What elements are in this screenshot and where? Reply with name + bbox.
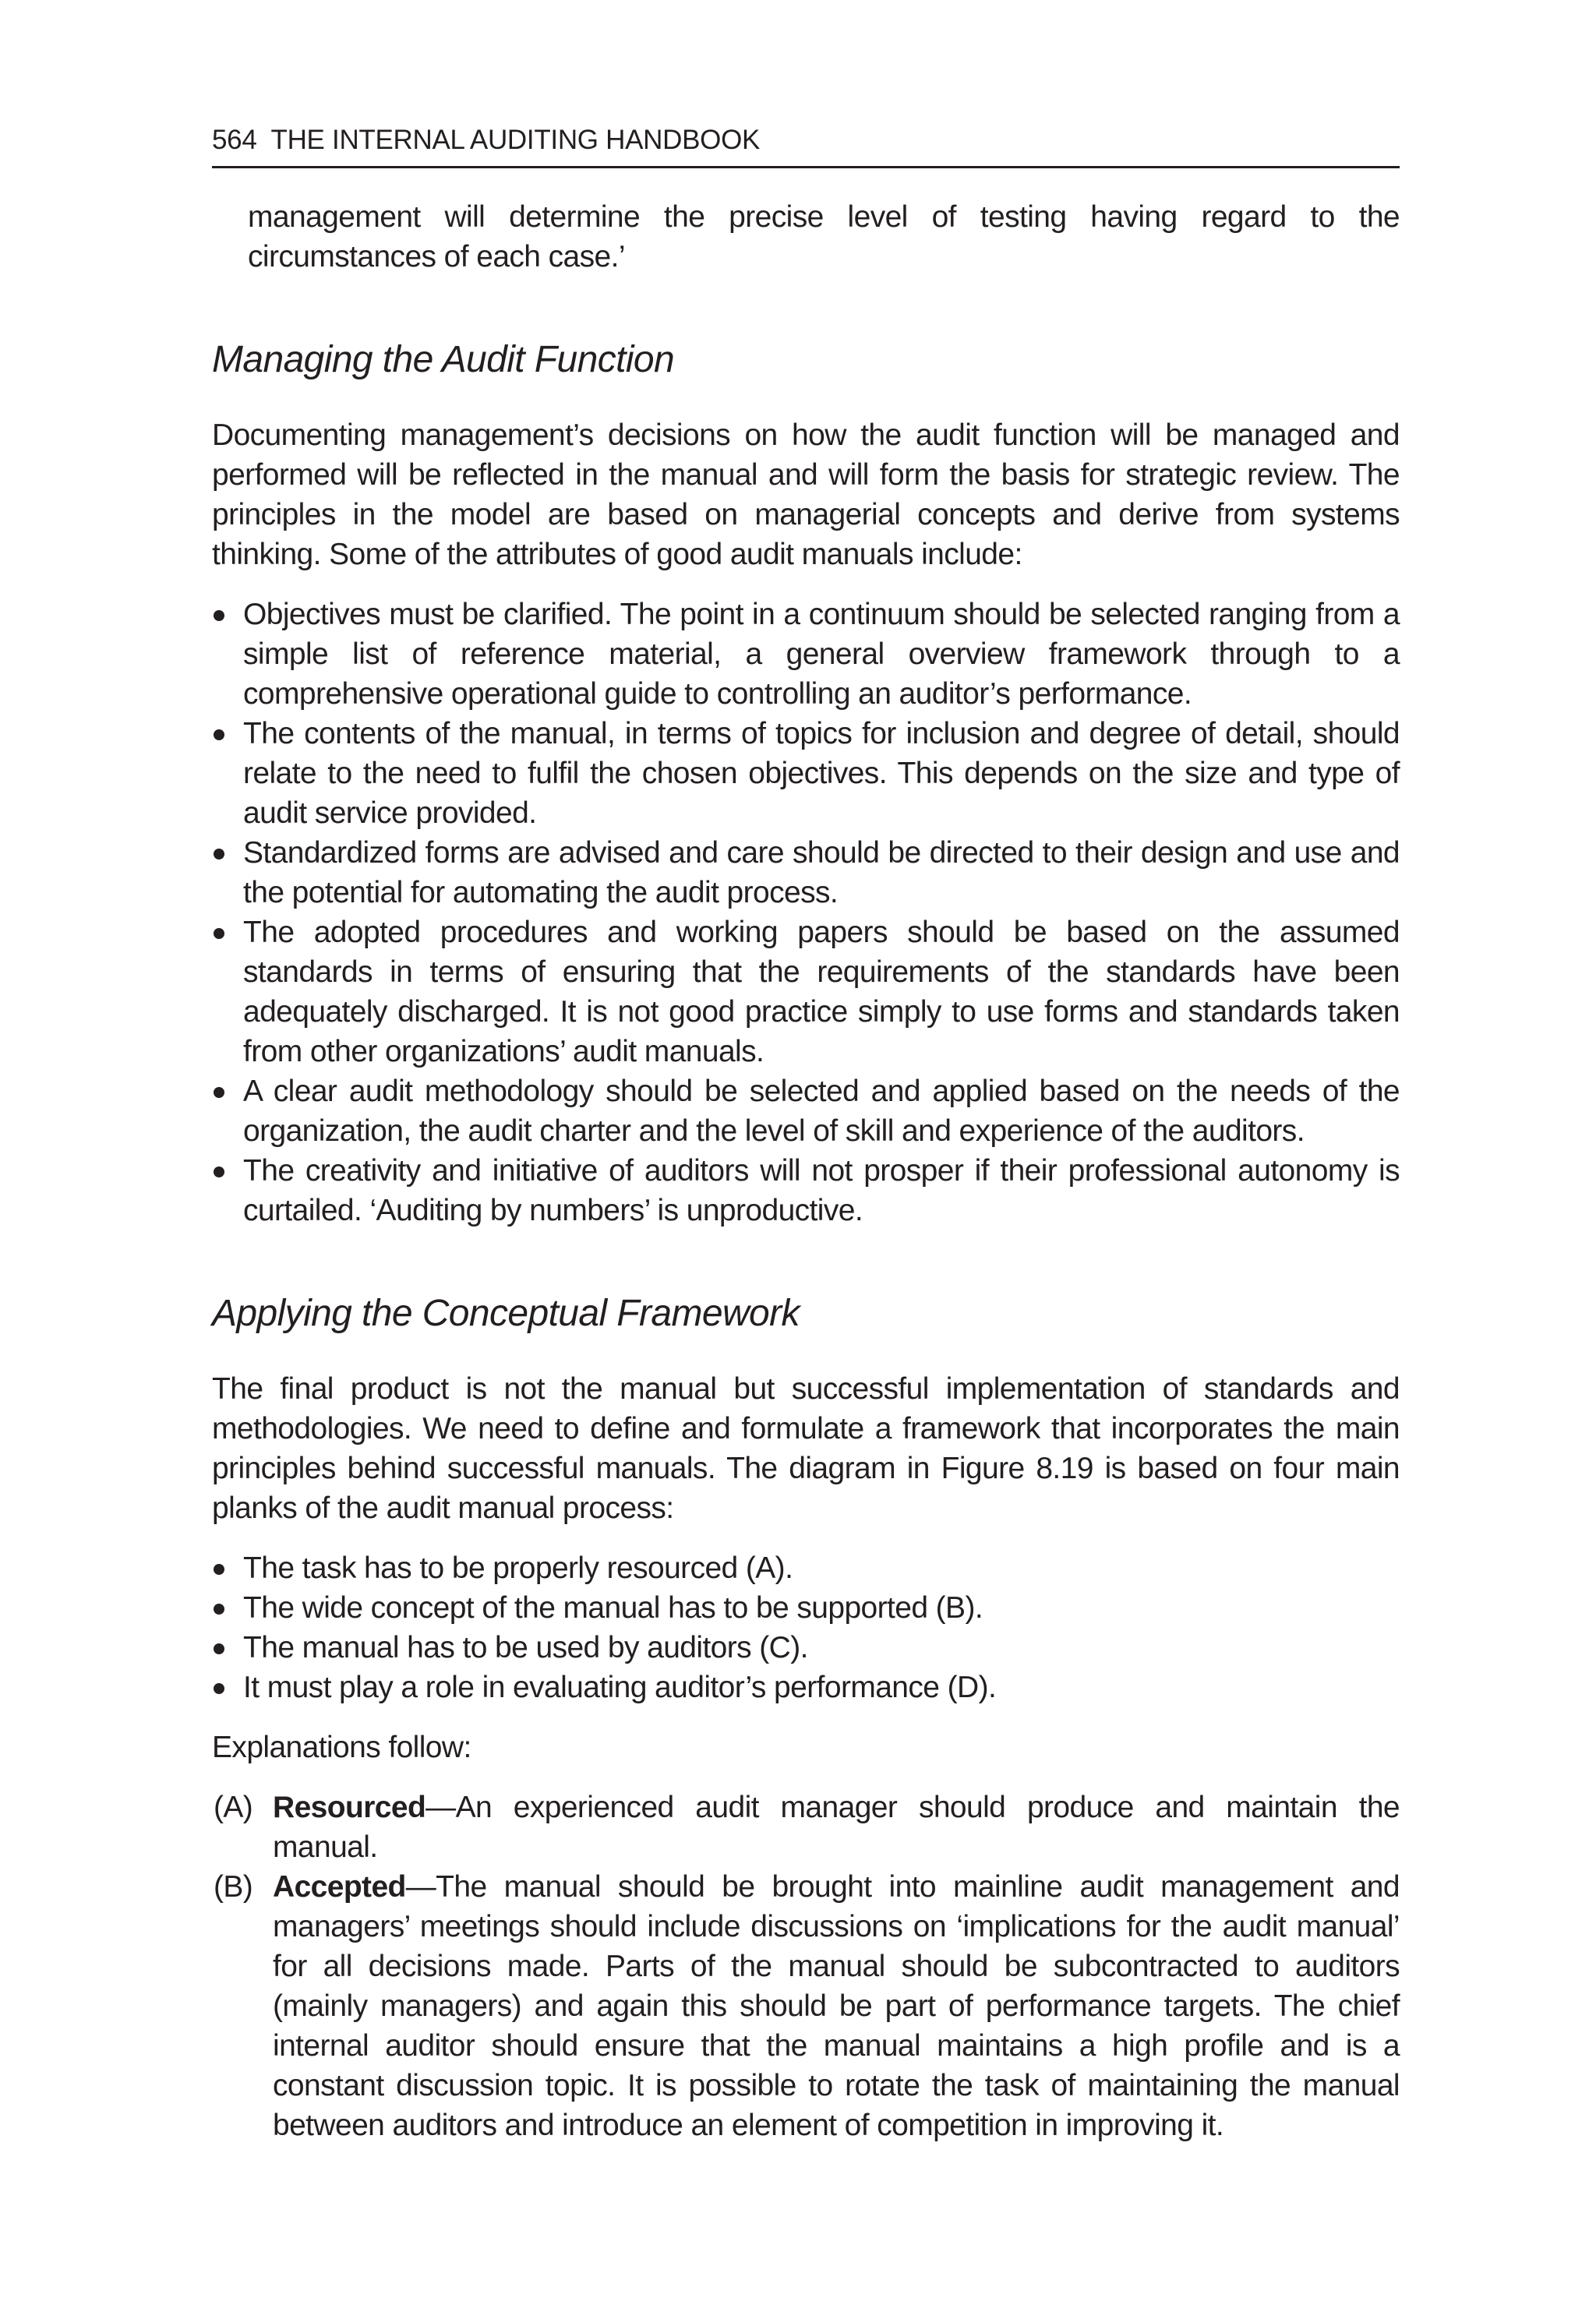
section2-paragraph: The final product is not the manual but successful implementation of standards and methodologies. We need to define and formulate a framework that incorporates the main principles behind successful manuals. The diagram in Figure 8.19 is based on four main planks of the audit manual process: <box>212 1372 1400 1525</box>
quote-continuation: management will determine the precise level of testing having regard to the circumstances of each case.’ <box>248 200 1400 274</box>
item-term: Resourced <box>273 1791 426 1824</box>
page-number: 564 <box>212 125 257 155</box>
bullet-icon <box>214 1643 224 1654</box>
explanation-item <box>212 1788 1400 1867</box>
bullet-icon <box>214 1167 224 1177</box>
list-item: The wide concept of the manual has to be supported (B). <box>212 1588 1400 1628</box>
item-text: —The manual should be brought into mainline audit management and managers’ meetings should include discussions on ‘implications for the audit manual’ for all decisions made. Parts of the manual should be subcontracted to auditors (mainly managers) and again this should be part of performance targets. The chief internal auditor should ensure that the manual maintains a high profile and is a constant discussion topic. It is possible to rotate the task of maintaining the manual between auditors and introduce an element of competition in improving it. <box>273 1870 1400 2142</box>
bullet-icon <box>214 1087 224 1098</box>
list-item: The contents of the manual, in terms of topics for inclusion and degree of detail, should relate to the need to fulfil the chosen objectives. This depends on the size and type of audit service provided. <box>212 714 1400 833</box>
bullet-icon <box>214 1564 224 1575</box>
running-header <box>212 118 1400 168</box>
bullet-icon <box>214 610 224 621</box>
bullet-icon <box>214 849 224 859</box>
list-item: Standardized forms are advised and care should be directed to their design and use and the potential for automating the audit process. <box>212 833 1400 912</box>
bullet-icon <box>214 729 224 740</box>
list-item: The creativity and initiative of auditors will not prosper if their professional autonomy is curtailed. ‘Auditing by numbers’ is unproductive. <box>212 1151 1400 1230</box>
bullet-icon <box>214 1683 224 1694</box>
section-heading-applying: Applying the Conceptual Framework <box>212 1293 800 1334</box>
item-text: —An experienced audit manager should produce and maintain the manual. <box>273 1791 1400 1864</box>
list-item: It must play a role in evaluating auditor’s performance (D). <box>212 1668 1400 1707</box>
list-item: The adopted procedures and working papers should be based on the assumed standards in terms of ensuring that the requirements of the standards have been adequately discharged. It is not good practice simply to use forms and standards taken from other organizations’ audit manuals. <box>212 912 1400 1071</box>
planks-list <box>212 1548 1400 1707</box>
list-item: A clear audit methodology should be selected and applied based on the needs of the organization, the audit charter and the level of skill and experience of the auditors. <box>212 1071 1400 1151</box>
page-body <box>212 197 1400 2145</box>
list-item: The manual has to be used by auditors (C). <box>212 1628 1400 1668</box>
list-item: The task has to be properly resourced (A). <box>212 1548 1400 1588</box>
section1-paragraph: Documenting management’s decisions on how the audit function will be managed and performed will be reflected in the manual and will form the basis for strategic review. The principles in the model are based on managerial concepts and derive from systems thinking. Some of the attributes of good audit manuals include: <box>212 418 1400 571</box>
item-term: Accepted <box>273 1870 406 1904</box>
list-item: Objectives must be clarified. The point in a continuum should be selected ranging from a simple list of reference material, a general overview framework through to a comprehensive operational guide to controlling an auditor’s performance. <box>212 595 1400 714</box>
attributes-list <box>212 595 1400 1230</box>
explanations-follow: Explanations follow: <box>212 1731 471 1764</box>
section-heading-managing: Managing the Audit Function <box>212 339 675 380</box>
item-marker: (A) <box>214 1791 253 1824</box>
bullet-icon <box>214 928 224 939</box>
explanation-item <box>212 1867 1400 2145</box>
item-marker: (B) <box>214 1870 253 1904</box>
explanations-list <box>212 1788 1400 2145</box>
bullet-icon <box>214 1604 224 1615</box>
running-title: THE INTERNAL AUDITING HANDBOOK <box>270 125 761 155</box>
